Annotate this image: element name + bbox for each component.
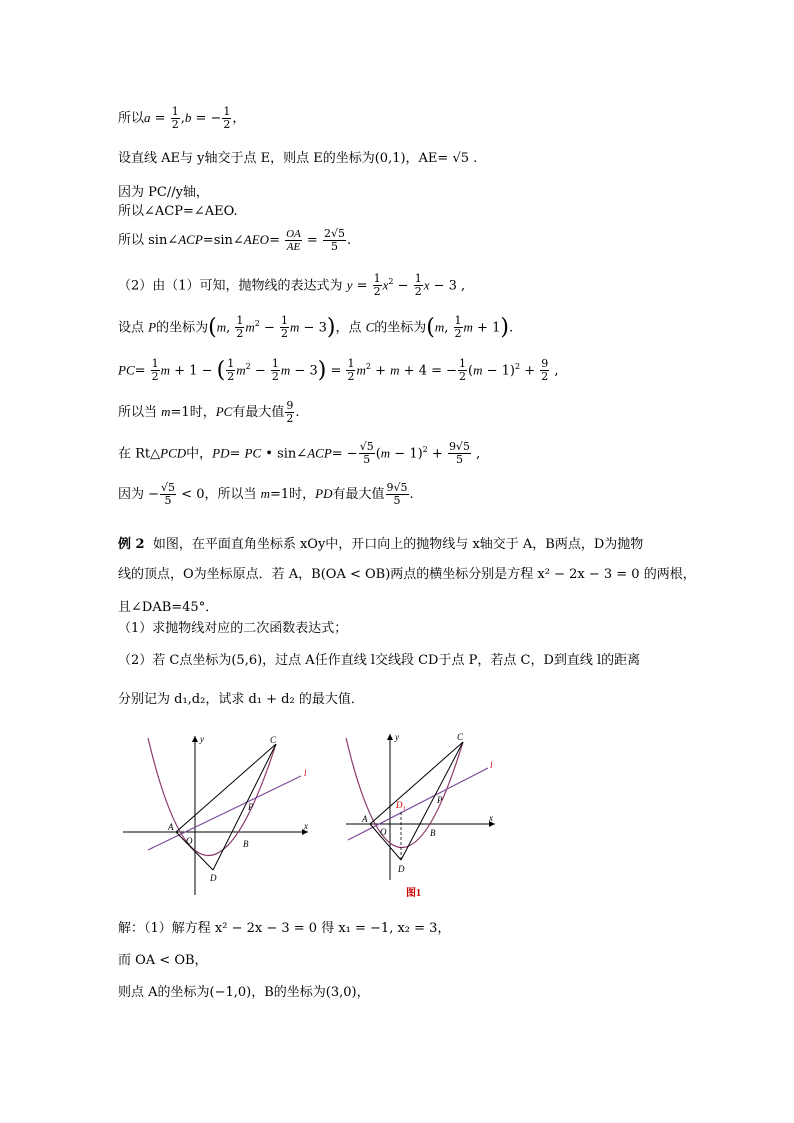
example-line-6: 分别记为 d₁,d₂，试求 d₁ + d₂ 的最大值．: [118, 692, 364, 707]
label-P: P: [437, 795, 443, 805]
figure-left: [118, 730, 318, 900]
label-D: D: [210, 873, 217, 883]
label-x: x: [304, 821, 308, 831]
solution-line-3: 则点 A的坐标为(−1,0)，B的坐标为(3,0)，: [118, 985, 370, 1000]
example-line-5: （2）若 C点坐标为(5,6)，过点 A任作直线 l交线段 CD于点 P，若点 C，D到直线 l的距离: [118, 653, 641, 668]
label-C: C: [457, 732, 464, 742]
label-y: y: [200, 734, 204, 744]
line-7: 设点 P的坐标为(m, $\frac{1}{2}$ $m^2$ − $\frac{1}{2}$ m − 3)，点 C的坐标为(m, $\frac{1}{2}$ m + 1).: [118, 314, 514, 341]
label-B: B: [430, 828, 436, 838]
line-4: 所以∠ACP=∠AEO.: [118, 204, 238, 219]
label-l: l: [490, 760, 493, 770]
line-l: [348, 768, 488, 840]
figure-right: [338, 730, 538, 900]
line-8: PC= $\frac{1}{2}$ m + 1 − ( $\frac{1}{2}$ $m^2$ − $\frac{1}{2}$ m − 3) = $\frac{1}{2}$ $m^2 + m + 4$ = − $\frac{1}{2}$ $(m - 1)^2$ + $\frac{9}{2}$ ,: [118, 357, 559, 384]
example-line-1: [118, 536, 643, 554]
line-2: 设直线 AE与 y轴交于点 E，则点 E的坐标为(0,1)，AE= √5 .: [118, 151, 478, 166]
line-6: （2）由（1）可知，抛物线的表达式为 y = $\frac{1}{2}$ $x^2$ − $\frac{1}{2}$ x − 3 ,: [118, 272, 466, 299]
y-axis-arrow: [387, 734, 393, 740]
label-A: A: [362, 814, 368, 824]
example-line-4: （1）求抛物线对应的二次函数表达式；: [118, 621, 348, 636]
label-O: O: [380, 827, 387, 837]
solution-line-2: 而 OA < OB，: [118, 953, 208, 968]
solution-line-1: 解：（1）解方程 x² − 2x − 3 = 0 得 x₁ = −1, x₂ = 3，: [118, 921, 451, 936]
segment-DC: [213, 744, 276, 870]
label-x: x: [489, 813, 493, 823]
label-O: O: [186, 836, 193, 846]
line-11: 因为 − $\frac{√5}{5}$ < 0，所以当 m=1时，PD有最大值 $\frac{9√5}{5}$ .: [118, 481, 414, 507]
example-line-3: 且∠DAB=45°．: [118, 600, 219, 615]
line-9: 所以当 m=1时，PC有最大值 $\frac{9}{2}$ .: [118, 399, 300, 425]
label-y: y: [395, 732, 399, 742]
segment-AC: [176, 744, 276, 832]
y-axis-arrow: [192, 736, 198, 742]
label-D1: D₁: [396, 800, 406, 810]
segment-DC: [401, 742, 463, 860]
figure-caption: 图1: [406, 888, 421, 899]
label-A: A: [168, 822, 174, 832]
parabola: [346, 738, 463, 848]
label-P: P: [248, 802, 254, 812]
line-1: 所以a = $\frac{1}{2}$ ,b = − $\frac{1}{2}$ ，: [118, 105, 246, 131]
example-label: 例 2: [118, 537, 145, 552]
example-line-2: 线的顶点，O为坐标原点．若 A，B(OA < OB)两点的横坐标分别是方程 x² − 2x − 3 = 0 的两根，: [118, 567, 696, 582]
line-5: 所以 sin∠ACP=sin∠AEO= $\frac{OA}{AE}$ = $\frac{2√5}{5}$ .: [118, 227, 352, 253]
line-3: 因为 PC//y轴，: [118, 185, 209, 200]
label-C: C: [270, 735, 277, 745]
line-10: 在 Rt△PCD中，PD= PC • sin∠ACP= − $\frac{√5}{5}$ $(m - 1)^2$ + $\frac{9√5}{5}$ ,: [118, 440, 481, 467]
label-l: l: [304, 768, 307, 778]
example-text-1: 如图，在平面直角坐标系 xOy中，开口向上的抛物线与 x轴交于 A，B两点，D为抛物: [152, 537, 644, 552]
label-D: D: [398, 864, 405, 874]
label-B: B: [243, 839, 249, 849]
